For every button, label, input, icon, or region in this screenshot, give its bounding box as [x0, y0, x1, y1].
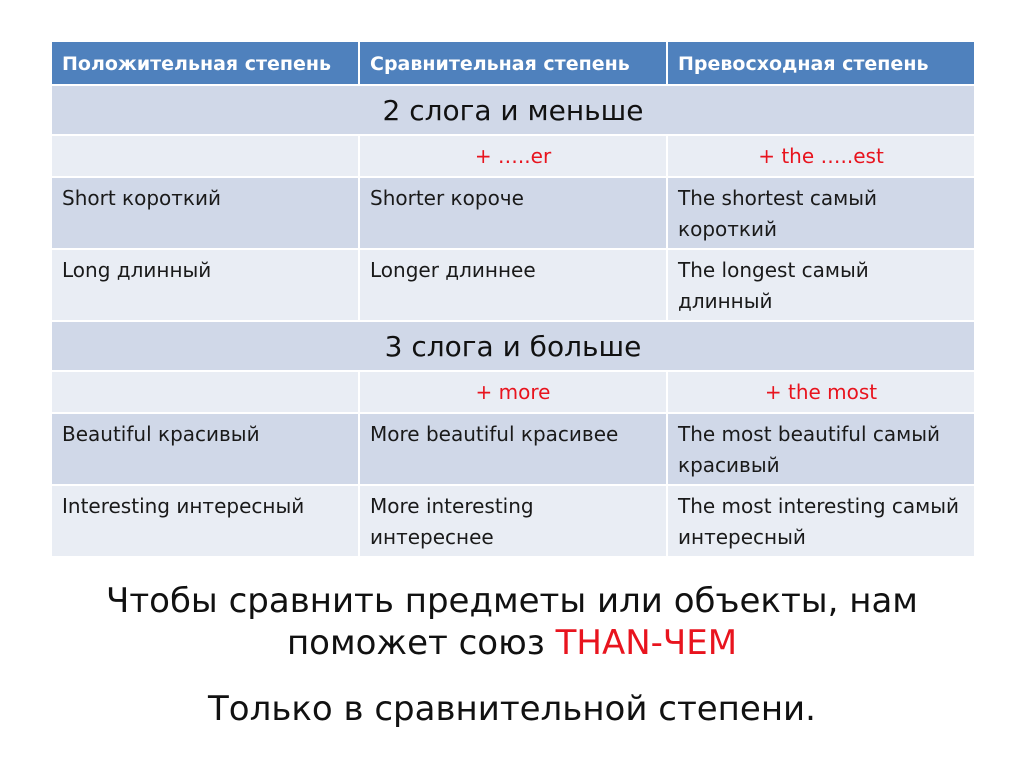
suffix-superlative: + the …..est	[667, 135, 975, 177]
comparison-table	[50, 40, 976, 558]
group-row-short-words	[51, 85, 975, 135]
positive-cell: Interesting интересный	[51, 485, 359, 557]
superlative-cell: The most interesting самый интересный	[667, 485, 975, 557]
suffix-row	[51, 371, 975, 413]
superlative-cell: The longest самый длинный	[667, 249, 975, 321]
comparative-cell: More interesting интереснее	[359, 485, 667, 557]
table-header-row	[51, 41, 975, 85]
comparative-cell: Longer длиннее	[359, 249, 667, 321]
header-positive: Положительная степень	[51, 41, 359, 85]
comparative-cell: Shorter короче	[359, 177, 667, 249]
table-row	[51, 413, 975, 485]
suffix-cell	[51, 135, 359, 177]
table-row	[51, 485, 975, 557]
note-line1-continued: поможет союз	[286, 623, 556, 663]
header-comparative: Сравнительная степень	[359, 41, 667, 85]
suffix-superlative: + the most	[667, 371, 975, 413]
positive-cell: Short короткий	[51, 177, 359, 249]
suffix-comparative: + more	[359, 371, 667, 413]
group-title: 3 слога и больше	[51, 321, 975, 371]
than-highlight: THAN-ЧЕМ	[555, 623, 738, 663]
comparative-cell: More beautiful красивее	[359, 413, 667, 485]
note-comparative-only: Только в сравнительной степени.	[208, 689, 816, 729]
header-superlative: Превосходная степень	[667, 41, 975, 85]
note-line1: Чтобы сравнить предметы или объекты, нам	[106, 581, 918, 621]
suffix-row	[51, 135, 975, 177]
positive-cell: Long длинный	[51, 249, 359, 321]
group-row-long-words	[51, 321, 975, 371]
table-row	[51, 249, 975, 321]
suffix-cell	[51, 371, 359, 413]
superlative-cell: The shortest самый короткий	[667, 177, 975, 249]
superlative-cell: The most beautiful самый красивый	[667, 413, 975, 485]
note-than	[0, 580, 1024, 664]
positive-cell: Beautiful красивый	[51, 413, 359, 485]
table-row	[51, 177, 975, 249]
suffix-comparative: + …..er	[359, 135, 667, 177]
group-title: 2 слога и меньше	[51, 85, 975, 135]
